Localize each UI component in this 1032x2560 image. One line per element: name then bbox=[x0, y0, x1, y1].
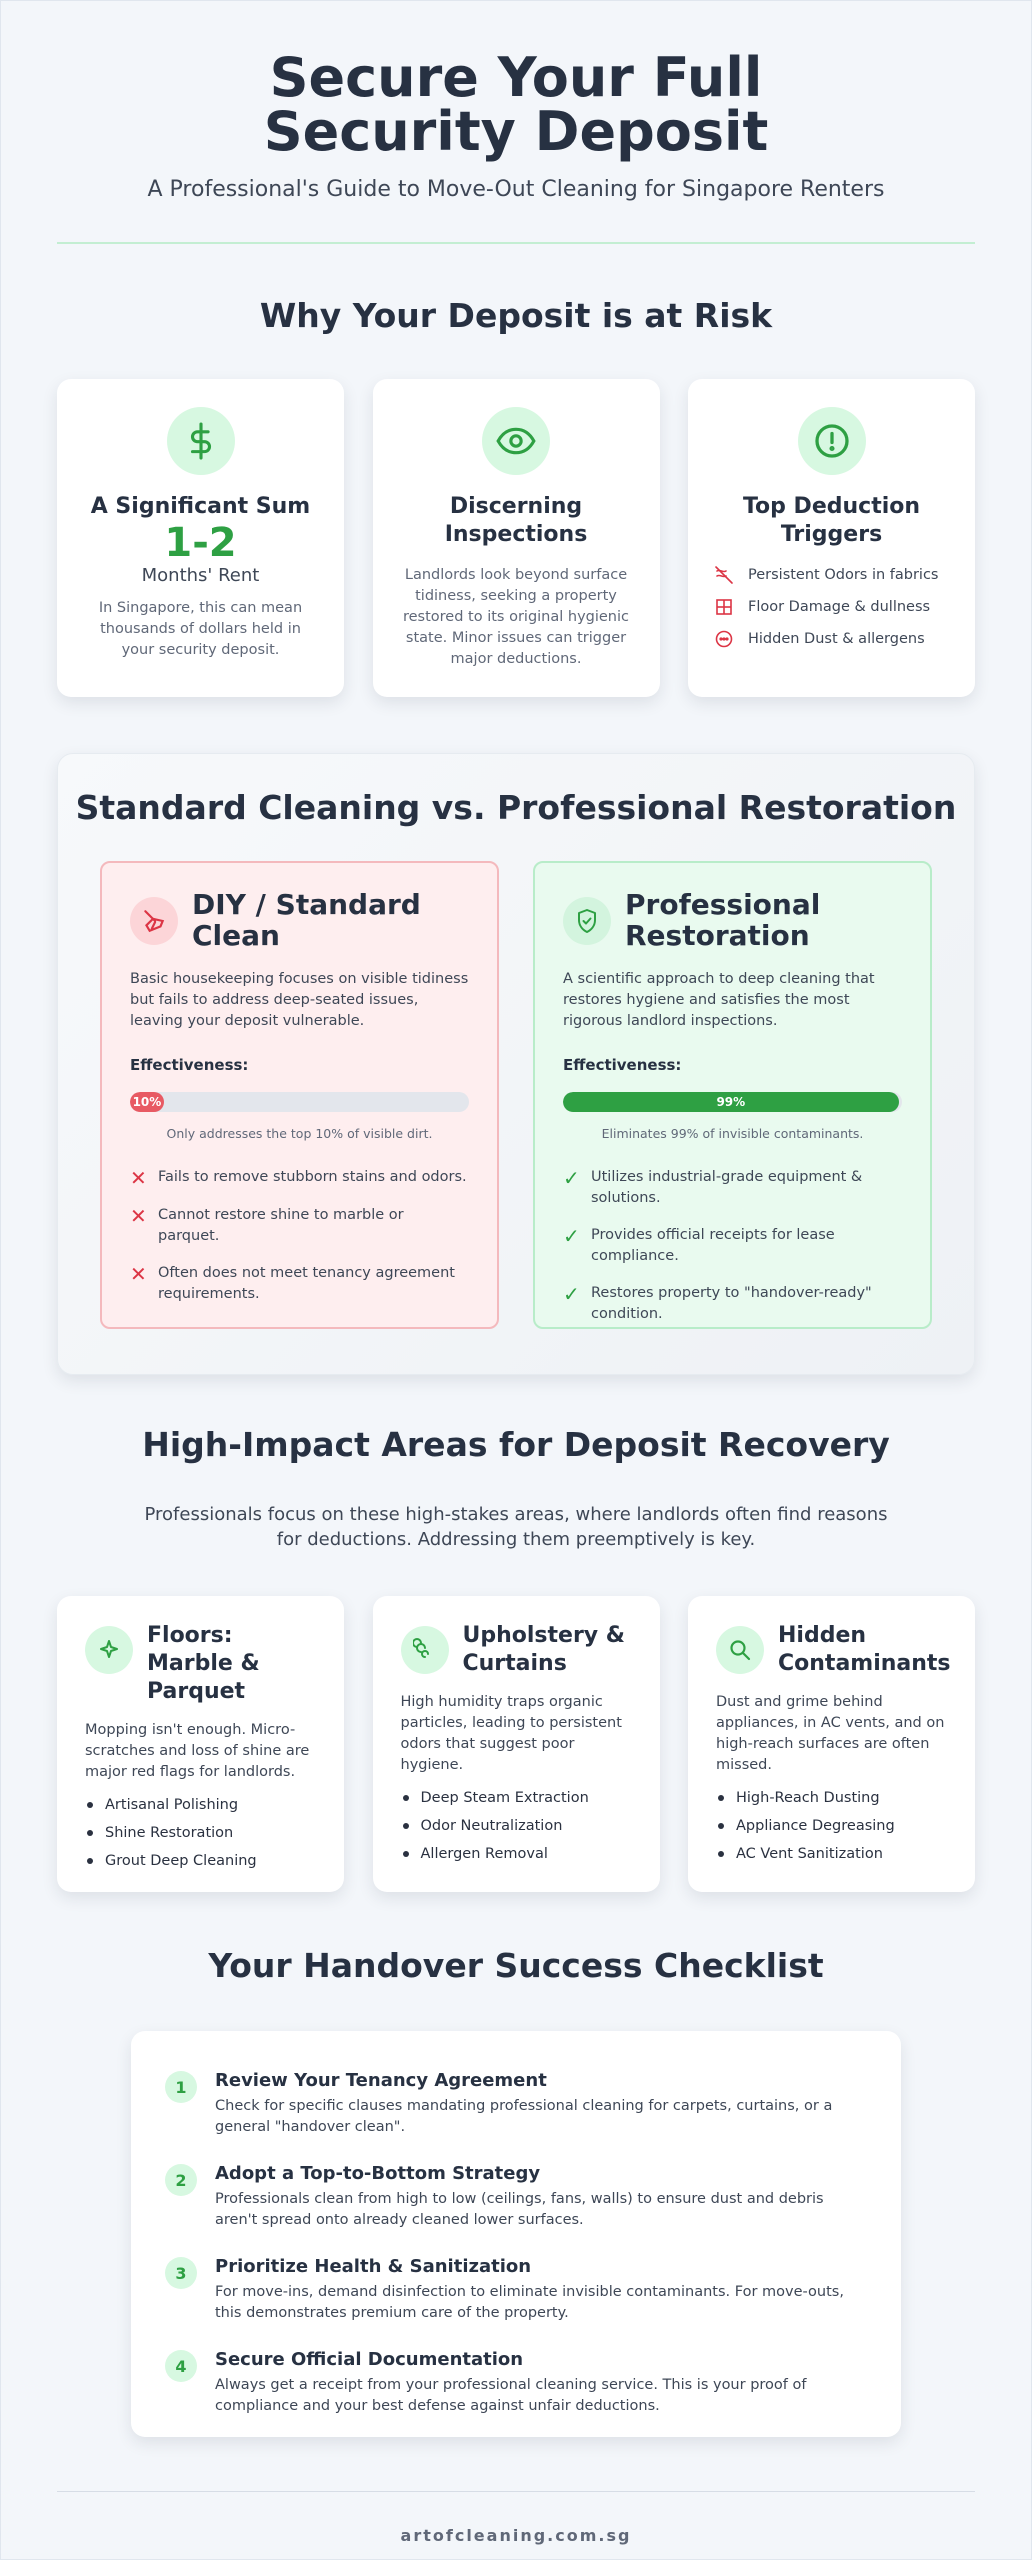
area-card-text: Dust and grime behind appliances, in AC vents, and on high-reach surfaces are often missed. bbox=[716, 1694, 945, 1773]
high-impact-intro: Professionals focus on these high-stakes areas, where landlords often find reasons for deductions. Addressing them preemptively is key. bbox=[144, 1504, 888, 1550]
list-item: Hidden Dust & allergens bbox=[714, 629, 949, 649]
step-number: 2 bbox=[165, 2164, 197, 2196]
diy-title: DIY / Standard Clean bbox=[192, 888, 421, 952]
checklist-section bbox=[1, 1946, 1031, 2437]
floor-icon bbox=[714, 597, 734, 617]
cross-icon: ✕ bbox=[130, 1262, 147, 1286]
diy-points bbox=[130, 1167, 469, 1305]
step-title: Adopt a Top-to-Bottom Strategy bbox=[215, 2163, 541, 2184]
area-card-list bbox=[401, 1790, 632, 1862]
deposit-months-value: 1-2 bbox=[164, 520, 237, 566]
area-card-text: High humidity traps organic particles, leading to persistent odors that suggest poor hygiene. bbox=[400, 1694, 622, 1773]
list-item: ✓ Restores property to "handover-ready" condition. bbox=[563, 1282, 872, 1322]
area-card-upholstery bbox=[373, 1596, 660, 1892]
area-card-title: Upholstery & Curtains bbox=[462, 1623, 625, 1676]
list-item: Floor Damage & dullness bbox=[714, 597, 949, 617]
pro-effectiveness-bar bbox=[563, 1092, 902, 1112]
pro-effectiveness-fill: 99% bbox=[563, 1092, 899, 1112]
comparison-section bbox=[57, 753, 975, 1375]
area-card-floors bbox=[57, 1596, 344, 1892]
high-impact-heading: High-Impact Areas for Deposit Recovery bbox=[142, 1425, 890, 1464]
checklist-item bbox=[165, 2348, 863, 2417]
step-number: 4 bbox=[165, 2350, 197, 2382]
risk-card-sum bbox=[57, 379, 344, 697]
step-number: 3 bbox=[165, 2257, 197, 2289]
checklist-heading: Your Handover Success Checklist bbox=[208, 1946, 824, 1985]
checklist-item bbox=[165, 2069, 863, 2138]
area-card-text: Mopping isn't enough. Micro-scratches and loss of shine are major red flags for landlords. bbox=[85, 1722, 310, 1780]
pro-title: Professional Restoration bbox=[625, 888, 821, 952]
search-icon bbox=[716, 1626, 764, 1674]
risk-card-text: Landlords look beyond surface tidiness, seeking a property restored to its original hygienic state. Minor issues can trigger major deductions. bbox=[402, 567, 630, 667]
cross-icon: ✕ bbox=[130, 1166, 147, 1190]
list-item: ✓ Utilizes industrial-grade equipment & solutions. bbox=[563, 1166, 863, 1206]
step-title: Prioritize Health & Sanitization bbox=[215, 2256, 532, 2277]
step-text: Professionals clean from high to low (ceilings, fans, walls) to ensure dust and debris aren't spread onto already cleaned lower surfaces. bbox=[215, 2191, 824, 2228]
page-title: Secure Your Full Security Deposit bbox=[263, 46, 769, 163]
area-card-title: Floors: Marble & Parquet bbox=[147, 1623, 260, 1704]
diy-description: Basic housekeeping focuses on visible tidiness but fails to address deep-seated issues, leaving your deposit vulnerable. bbox=[130, 971, 469, 1029]
effectiveness-label: Effectiveness: bbox=[563, 1056, 682, 1074]
pro-points bbox=[563, 1167, 902, 1325]
area-card-title: Hidden Contaminants bbox=[778, 1623, 951, 1676]
list-item: Odor Neutralization bbox=[401, 1818, 632, 1834]
divider bbox=[57, 242, 975, 244]
list-item: Allergen Removal bbox=[401, 1846, 632, 1862]
list-item: ✕ Often does not meet tenancy agreement requirements. bbox=[130, 1262, 455, 1302]
checklist-item bbox=[165, 2162, 863, 2231]
checklist-card bbox=[131, 2031, 901, 2437]
sparkle-icon bbox=[85, 1626, 133, 1674]
area-card-contaminants bbox=[688, 1596, 975, 1892]
trigger-list bbox=[688, 565, 975, 649]
wind-icon bbox=[401, 1626, 449, 1674]
eye-icon bbox=[482, 407, 550, 475]
diy-effectiveness-fill: 10% bbox=[130, 1092, 164, 1112]
area-card-list bbox=[716, 1790, 947, 1862]
step-text: For move-ins, demand disinfection to eliminate invisible contaminants. For move-outs, this demonstrates premium care of the property. bbox=[215, 2284, 844, 2321]
step-text: Always get a receipt from your professional cleaning service. This is your proof of compliance and your best defense against unfair deductions. bbox=[215, 2377, 807, 2414]
list-item: Grout Deep Cleaning bbox=[85, 1853, 316, 1869]
pro-bar-note: Eliminates 99% of invisible contaminants. bbox=[601, 1126, 864, 1141]
list-item: Artisanal Polishing bbox=[85, 1797, 316, 1813]
footer-divider bbox=[57, 2491, 975, 2492]
step-text: Check for specific clauses mandating professional cleaning for carpets, curtains, or a general "handover clean". bbox=[215, 2098, 833, 2135]
risk-card-title: Top Deduction Triggers bbox=[742, 494, 921, 547]
hero bbox=[1, 1, 1031, 202]
risk-card-title: Discerning Inspections bbox=[444, 494, 588, 547]
step-title: Review Your Tenancy Agreement bbox=[215, 2070, 547, 2091]
step-title: Secure Official Documentation bbox=[215, 2349, 524, 2370]
alert-icon bbox=[798, 407, 866, 475]
shield-check-icon bbox=[563, 897, 611, 945]
list-item: Deep Steam Extraction bbox=[401, 1790, 632, 1806]
diy-effectiveness-bar bbox=[130, 1092, 469, 1112]
list-item: Persistent Odors in fabrics bbox=[714, 565, 949, 585]
diy-bar-note: Only addresses the top 10% of visible dirt. bbox=[166, 1126, 433, 1141]
risk-card-triggers bbox=[688, 379, 975, 697]
checklist-item bbox=[165, 2255, 863, 2324]
step-number: 1 bbox=[165, 2071, 197, 2103]
pro-column bbox=[533, 861, 932, 1329]
list-item: AC Vent Sanitization bbox=[716, 1846, 947, 1862]
risk-heading: Why Your Deposit is at Risk bbox=[259, 296, 773, 335]
risk-card-title: A Significant Sum bbox=[90, 494, 311, 519]
list-item: ✓ Provides official receipts for lease compliance. bbox=[563, 1224, 835, 1264]
comparison-heading: Standard Cleaning vs. Professional Restoration bbox=[75, 788, 957, 827]
check-icon: ✓ bbox=[563, 1166, 580, 1190]
list-item: High-Reach Dusting bbox=[716, 1790, 947, 1806]
check-icon: ✓ bbox=[563, 1224, 580, 1248]
dollar-icon bbox=[167, 407, 235, 475]
high-impact-section bbox=[1, 1425, 1031, 1892]
pro-description: A scientific approach to deep cleaning that restores hygiene and satisfies the most rigorous landlord inspections. bbox=[563, 971, 875, 1029]
risk-card-text: In Singapore, this can mean thousands of dollars held in your security deposit. bbox=[98, 600, 303, 658]
risk-section bbox=[1, 296, 1031, 697]
list-item: ✕ Fails to remove stubborn stains and odors. bbox=[130, 1166, 467, 1190]
footer-site-link[interactable]: artofcleaning.com.sg bbox=[400, 2526, 632, 2545]
list-item: Appliance Degreasing bbox=[716, 1818, 947, 1834]
broom-icon bbox=[130, 897, 178, 945]
check-icon: ✓ bbox=[563, 1282, 580, 1306]
list-item: ✕ Cannot restore shine to marble or parquet. bbox=[130, 1204, 404, 1244]
dust-icon bbox=[714, 629, 734, 649]
odor-icon bbox=[714, 565, 734, 585]
area-card-list bbox=[85, 1797, 316, 1869]
risk-card-inspections bbox=[373, 379, 660, 697]
deposit-months-unit: Months' Rent bbox=[141, 565, 260, 586]
diy-column bbox=[100, 861, 499, 1329]
page-subtitle: A Professional's Guide to Move-Out Cleaning for Singapore Renters bbox=[147, 177, 885, 202]
list-item: Shine Restoration bbox=[85, 1825, 316, 1841]
cross-icon: ✕ bbox=[130, 1204, 147, 1228]
effectiveness-label: Effectiveness: bbox=[130, 1056, 249, 1074]
